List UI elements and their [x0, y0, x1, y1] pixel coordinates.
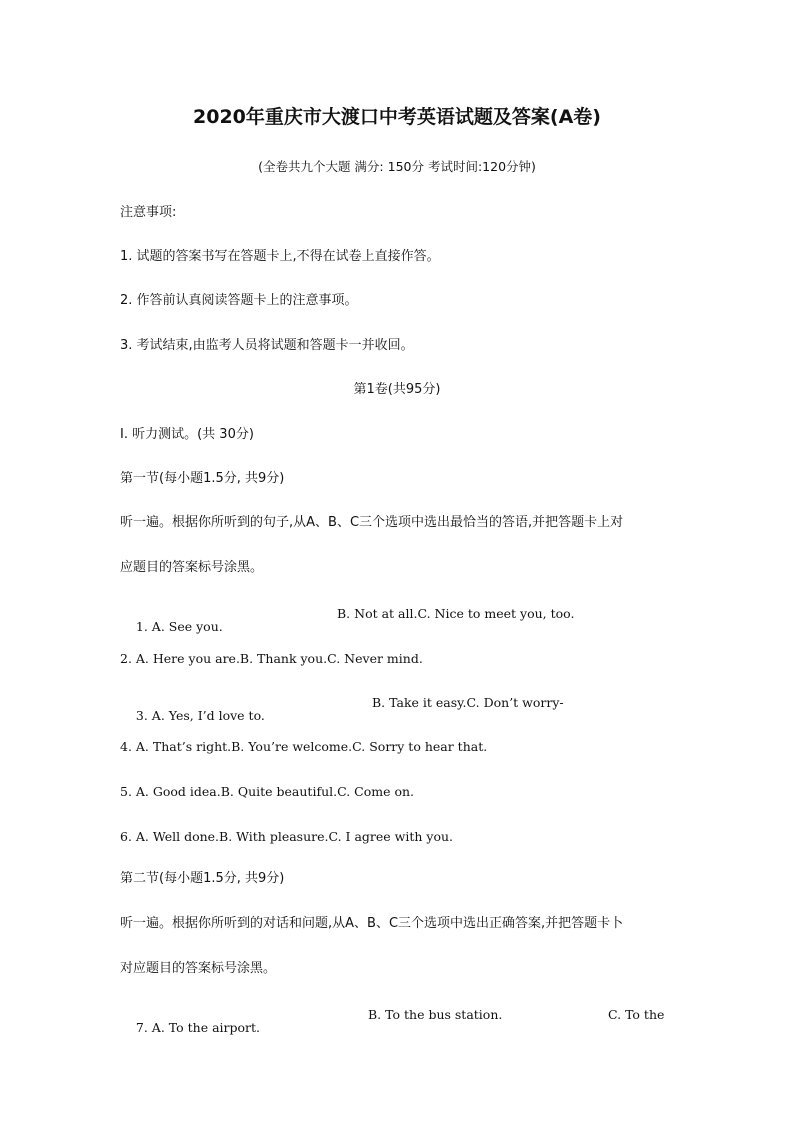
- note-item-1: 1. 试题的答案书写在答题卡上,不得在试卷上直接作答。: [120, 249, 440, 264]
- question-7: [120, 1007, 665, 1072]
- part1-instruction-line2: 应题目的答案标号涂黑。: [120, 560, 264, 575]
- page-subtitle: (全卷共九个大题 满分: 150分 考试时间:120分钟): [258, 159, 536, 174]
- question-3-option-a: 3. A. Yes, I’d love to.: [135, 707, 265, 723]
- part1-instruction-line1: 听一遍。根据你所听到的句子,从A、B、C三个选项中选出最恰当的答语,并把答题卡上对: [120, 515, 624, 530]
- question-2: 2. A. Here you are.B. Thank you.C. Never mind.: [120, 651, 423, 666]
- note-item-3: 3. 考试结束,由监考人员将试题和答题卡一并收回。: [120, 338, 414, 353]
- part2-heading: 第二节(每小题1.5分, 共9分): [120, 871, 285, 886]
- part2-instruction-line1: 听一遍。根据你所听到的对话和问题,从A、B、C三个选项中选出正确答案,并把答题卡卜: [120, 916, 624, 931]
- question-3-options-bc: B. Take it easy.C. Don’t worry-: [372, 695, 564, 710]
- part2-instruction-line2: 对应题目的答案标号涂黑。: [120, 961, 277, 976]
- question-7-option-c: C. To the: [608, 1007, 665, 1022]
- volume-heading: 第1卷(共95分): [353, 382, 441, 397]
- part1-heading: 第一节(每小题1.5分, 共9分): [120, 471, 285, 486]
- question-6: 6. A. Well done.B. With pleasure.C. I agree with you.: [120, 829, 454, 844]
- question-4: 4. A. That’s right.B. You’re welcome.C. Sorry to hear that.: [120, 739, 488, 754]
- question-5: 5. A. Good idea.B. Quite beautiful.C. Come on.: [120, 784, 415, 799]
- note-item-2: 2. 作答前认真阅读答题卡上的注意事项。: [120, 293, 358, 308]
- question-7-option-a: 7. A. To the airport.: [135, 1019, 261, 1035]
- question-7-option-b: B. To the bus station.: [368, 1007, 503, 1022]
- page-title: 2020年重庆市大渡口中考英语试题及答案(A卷): [193, 106, 601, 128]
- section-heading: I. 听力测试。(共 30分): [120, 427, 254, 442]
- question-1-options-bc: B. Not at all.C. Nice to meet you, too.: [337, 606, 575, 621]
- notes-heading: 注意事项:: [120, 205, 177, 220]
- question-1-option-a: 1. A. See you.: [135, 618, 223, 634]
